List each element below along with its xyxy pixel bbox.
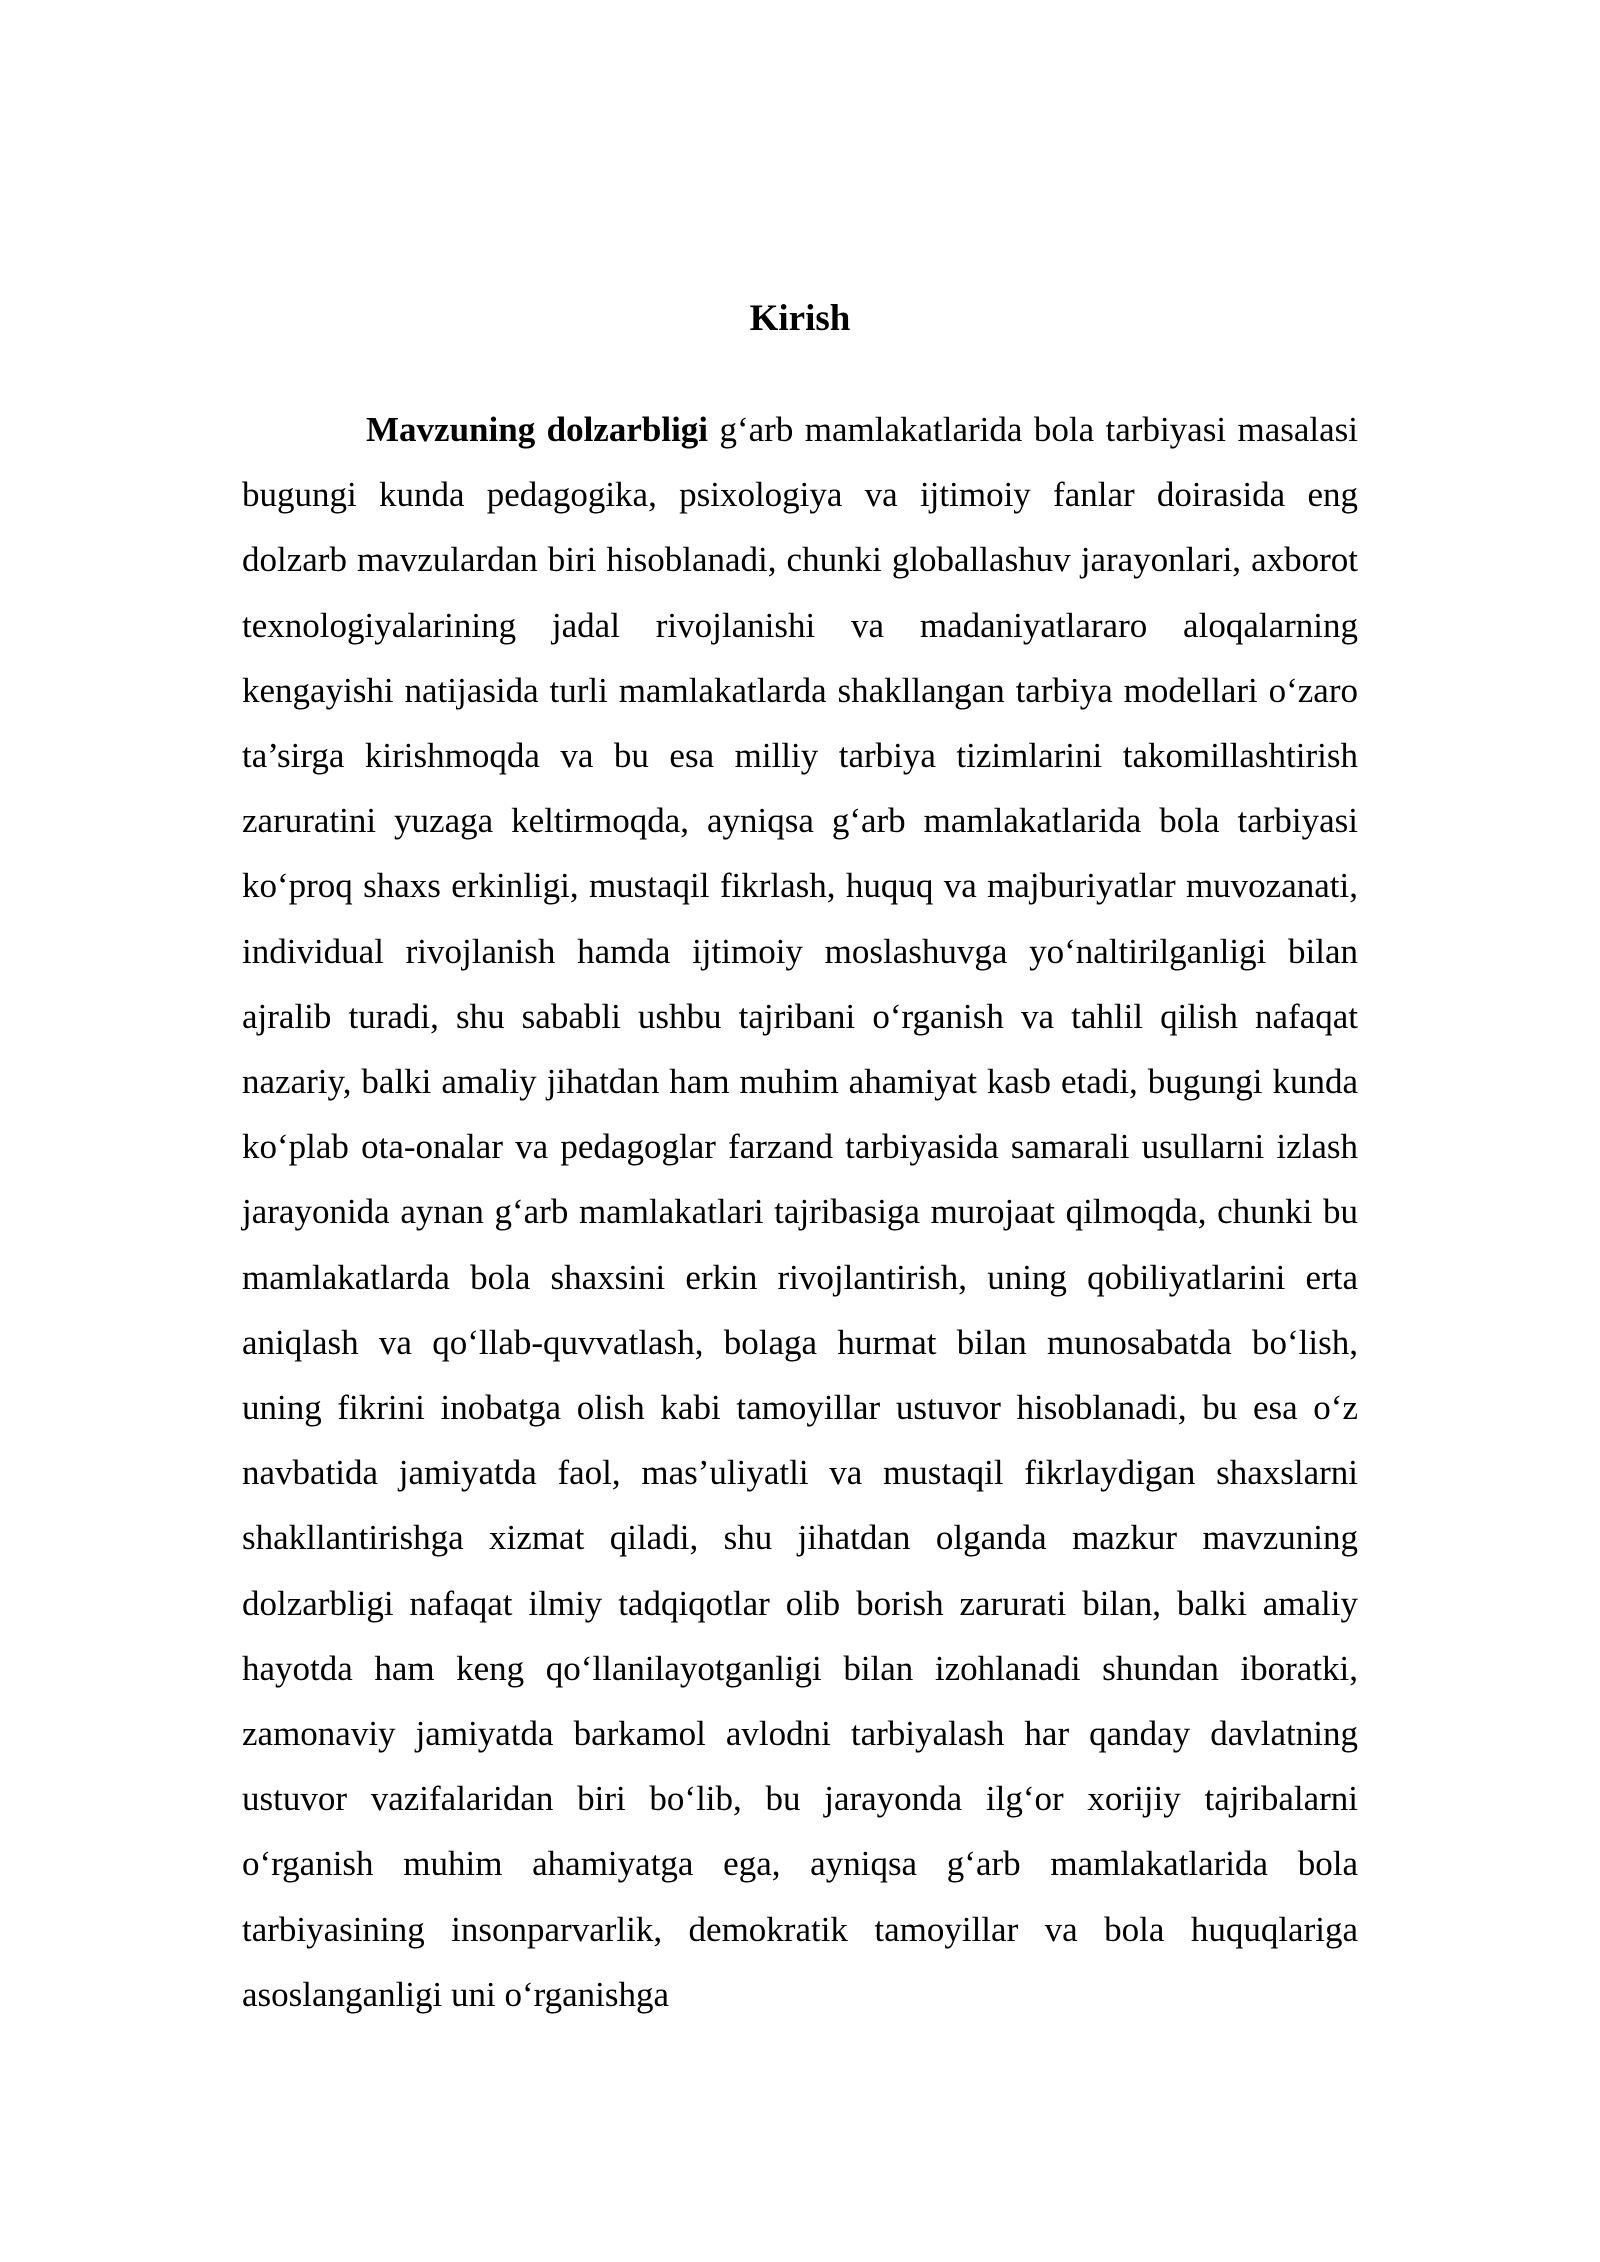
paragraph-text: g‘arb mamlakatlarida bola tarbiyasi masalasi bugungi kunda pedagogika, psixologiya va ijtimoiy fanlar doirasida eng dolzarb mavzulardan biri hisoblanadi, chunki globallashuv jarayonlari, axborot texnologiyalarining jadal rivojlanishi va madaniyatlararo aloqalarning kengayishi natijasida turli mamlakatlarda shakllangan tarbiya modellari o‘zaro ta’sirga kirishmoqda va bu esa milliy tarbiya tizimlarini takomillashtirish zaruratini yuzaga keltirmoqda, ayniqsa g‘arb mamlakatlarida bola tarbiyasi ko‘proq shaxs erkinligi, mustaqil fikrlash, huquq va majburiyatlar muvozanati, individual rivojlanish hamda ijtimoiy moslashuvga yo‘naltirilganligi bilan ajralib turadi, shu sababli ushbu tajribani o‘rganish va tahlil qilish nafaqat nazariy, balki amaliy jihatdan ham muhim ahamiyat kasb etadi, bugungi kunda ko‘plab ota-onalar va pedagoglar farzand tarbiyasida samarali usullarni izlash jarayonida aynan g‘arb mamlakatlari tajribasiga murojaat qilmoqda, chunki bu mamlakatlarda bola shaxsini erkin rivojlantirish, uning qobiliyatlarini erta aniqlash va qo‘llab-quvvatlash, bolaga hurmat bilan munosabatda bo‘lish, uning fikrini inobatga olish kabi tamoyillar ustuvor hisoblanadi, bu esa o‘z navbatida jamiyatda faol, mas’uliyatli va mustaqil fikrlaydigan shaxslarni shakllantirishga xizmat qiladi, shu jihatdan olganda mazkur mavzuning dolzarbligi nafaqat ilmiy tadqiqotlar olib borish zarurati bilan, balki amaliy hayotda ham keng qo‘llanilayotganligi bilan izohlanadi shundan iboratki, zamonaviy jamiyatda barkamol avlodni tarbiyalash har qanday davlatning ustuvor vazifalaridan biri bo‘lib, bu jarayonda ilg‘or xorijiy tajribalarni o‘rganish muhim ahamiyatga ega, ayniqsa g‘arb mamlakatlarida bola tarbiyasining insonparvarlik, demokratik tamoyillar va bola huquqlariga asoslanganligi uni o‘rganishga <box>242 410 1359 2014</box>
body-paragraph <box>242 397 1358 2027</box>
paragraph-lead: Mavzuning dolzarbligi <box>366 410 709 449</box>
page-title: Kirish <box>749 298 851 339</box>
